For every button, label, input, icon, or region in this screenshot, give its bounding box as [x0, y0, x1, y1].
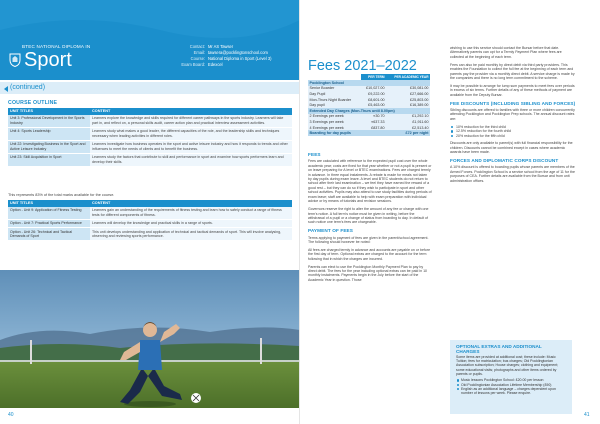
course-value: National Diploma in Sport (Level 3) [208, 56, 272, 61]
fee-term: £5,463.00 [361, 102, 386, 108]
list-item: 10% reduction for the third child [450, 125, 576, 129]
page-number-right: 41 [584, 412, 590, 418]
exam-board-value: Edexcel [208, 62, 223, 67]
col-header-content: CONTENT [90, 200, 292, 207]
fee-year: £16,389.00 [386, 102, 430, 108]
fee-term: ¤637.33 [361, 119, 386, 125]
payment-paragraph: It may be possible to arrange for lump sum payments to meet fees over periods in excess of six terms. Further details of any of these methods of payment are available from the Deputy Bursar. [450, 83, 575, 97]
list-item: Music lessons Pocklington School: £20.00 per lesson [456, 378, 566, 382]
fee-label: Day Pupil [308, 91, 361, 97]
unit-content: Learners study what makes a good leader, the different capacities of the role, and the leadership skills and techniques necessary when leading activities in different roles. [90, 127, 292, 140]
fees-table [308, 74, 430, 136]
fee-label: Day pupil [308, 102, 361, 108]
fees-column [308, 150, 432, 286]
course-label: Course: [190, 56, 205, 61]
fee-term: £8,601.00 [361, 97, 386, 103]
fee-label: 2 Evenings per week [308, 114, 361, 120]
table-row [308, 97, 430, 103]
course-outline-heading: COURSE OUTLINE [8, 100, 58, 106]
fee-year: £72 per night [386, 130, 430, 136]
unit-content: This unit develops understanding and application of technical and tactical demands of sport. This will involve analysing, observing and reviewing sports performance. [90, 228, 292, 241]
col-header-unit-titles: UNIT TITLES [8, 108, 90, 115]
table-row [8, 228, 292, 241]
hero-title: Sport [24, 49, 72, 71]
optional-heading: OPTIONAL EXTRAS AND ADDITIONAL CHARGES [456, 344, 542, 355]
unit-title: Option - Unit 9: Application of Fitness Testing [8, 207, 90, 220]
email-value[interactable]: tawsera@pocklingtonschool.com [208, 50, 268, 55]
fee-year: £27,666.00 [386, 91, 430, 97]
table-row [8, 115, 292, 128]
triangle-left-icon [4, 86, 8, 92]
table-row [8, 127, 292, 140]
athlete-illustration [0, 270, 300, 408]
payment-paragraph: All fees are charged termly in advance and accounts are payable on or before the first day of term. Optional extras are charged to the account for the term following that in which the charges are incurred. [308, 247, 431, 261]
unit-title: Unit 4: Sports Leadership [8, 127, 90, 140]
table-row [8, 153, 292, 166]
school-crest-icon [8, 53, 22, 67]
col-header-per-term: PER TERM [361, 74, 386, 80]
fees-heading: FEES [308, 152, 321, 157]
unit-title: Unit 23: Skill Acquisition in Sport [8, 153, 90, 166]
fee-term: ¤30.70 [361, 114, 386, 120]
unit-content: Learners explore the knowledge and skills required for different career pathways in the sports industry. Learners will take part in, and reflect on, a personal skills audit, career action plan and practical interview assessment activities. [90, 115, 292, 128]
fee-term: £9,222.00 [361, 91, 386, 97]
fee-label: 3 Evenings per week [308, 119, 361, 125]
contact-value: Mr AS Tawser [208, 44, 234, 49]
page-number-left: 40 [8, 412, 14, 418]
fees-group-row [308, 130, 430, 136]
fee-term [361, 130, 386, 136]
payment-paragraph: Terms applying to payment of fees are given in the parent/school agreement. The following should however be noted: [308, 235, 429, 244]
discounts-heading: FEE DISCOUNTS (INCLUDING SIBLING AND FORCES) [450, 100, 576, 106]
fee-year: £1,292.10 [386, 114, 430, 120]
unit-content: Learners study the factors that contribute to skill and performance in sport and examine how sports performers learn and develop their skills. [90, 153, 292, 166]
forces-paragraph: A 10% discount is offered to boarding pupils whose parents are members of the Armed Forces. Pocklington School is a service school from the age of 11 for the purposes of CEA. Further details are available from the Bursar and from unit administration offices. [450, 165, 575, 183]
fee-term: £837.80 [361, 125, 386, 131]
forces-heading: FORCES AND DIPLOMATIC CORPS DISCOUNT [450, 158, 559, 164]
fee-year: £2,513.40 [386, 125, 430, 131]
fees-paragraph: Fees are calculated with reference to the expected pupil cost over the whole academic year; costs are fixed for that year whether or not a pupil is present or on leave preparing for A level or BTEC examinations. Fees are charged termly in advance. In three equal instalments. A rebate is made for meals not taken by day pupils during exam leave. A level and BTEC students do not return to school after their last examination – we feel they have earned the reward of a good rest – but they can do so if they wish to participate in sport and other school activities. Pupils may also attend to use study facilities during periods of exam leave; staff are available to help with exam preparation with individual advice or by means of tutorials and revision sessions. [308, 159, 432, 204]
payment-paragraph: Fees can also be paid monthly by direct debit via third party providers. This enables the Foundation to collect the full fee at the beginning of each term and parents pay the provider via a monthly direct debit. A service charge is made by the companies and there is no long term commitment to the scheme. [450, 62, 575, 81]
unit-content: Learners investigate how business operates in the sport and active leisure industry and how it responds to trends and other influences to meet the needs of clients and to benefit the business. [90, 140, 292, 153]
fee-year: £30,081.00 [386, 86, 430, 92]
unit-title: Option - Unit 26: Technical and Tactical Demands of Sport [8, 228, 90, 241]
payment-paragraph: Parents can elect to use the Pocklington Monthly Payment Plan to pay by direct debit. The fees for the year including optional extras can be paid in 10 monthly instalments. Payments begin in the July before the start of the Academic Year in question. Those [308, 264, 428, 282]
page-title: Fees 2021–2022 [308, 58, 417, 74]
unit-title: Option - Unit 7: Practical Sports Performance [8, 219, 90, 228]
options-table [8, 200, 292, 241]
fee-label: Senior Boarder [308, 86, 361, 92]
fee-year: £25,803.00 [386, 97, 430, 103]
fee-term: £10,027.00 [361, 86, 386, 92]
fees-group-label: Pocklington School [308, 80, 430, 86]
col-header-content: CONTENT [90, 108, 292, 115]
fees-paragraph: Governors reserve the right to alter the amount of any fee or charge with one term's notice. A full term's notice must be given in writing, before the withdrawal of a pupil or a change of status from boarding to day. In default of such notice one term's fees are chargeable. [308, 207, 429, 225]
fee-year: £1,911.60 [386, 119, 430, 125]
unit-content: Learners gain an understanding of the requirements of fitness testing and learn how to safely conduct a range of fitness tests for different components of fitness. [90, 207, 292, 220]
hero-eyebrow: BTEC NATIONAL DIPLOMA IN [22, 44, 91, 49]
hero-banner [0, 0, 300, 80]
table-row [308, 86, 430, 92]
fee-label: Mon-Thurs Night Boarder [308, 97, 361, 103]
payment-paragraph: wishing to use this service should contact the Bursar before that date. Alternatively parents can opt for a Termly Payment Plan where fees are collected at the beginning of each term. [450, 46, 562, 59]
table-row [8, 207, 292, 220]
discounts-paragraph: Discounts are only available to parent(s) with full financial responsibility for the children. Discounts cannot be combined except in cases where academic awards have been made. [450, 141, 573, 155]
fee-label: Boarding for day pupils [308, 130, 361, 136]
table-row [8, 140, 292, 153]
list-item: Old Pocklingtonian Association Lifetime Membership (£90) [456, 383, 566, 387]
unit-title: Unit 3: Professional Development in the Sports Industry [8, 115, 90, 128]
col-header-per-year: PER ACADEMIC YEAR [386, 74, 430, 80]
fees-group-label: Extended Day Charges (Mon-Thurs until 8.00pm) [308, 108, 430, 114]
list-item: English as an additional language – charges dependent upon number of lessons per week. Please enquire. [456, 387, 566, 396]
optional-paragraph: Some items are provided at additional cost; these include: Music Tuition; fees for matriculation; bus charges; Old Pocklingtonian Association subscription; House charges; clothing and equipment; some educational visits; photographs and other items ordered by parents or pupils. [456, 354, 559, 376]
marks-note: This represents 83% of the total marks available for the course. [8, 193, 115, 197]
optional-list [456, 378, 566, 395]
contact-block [176, 44, 271, 68]
units-table [8, 108, 292, 167]
right-page [300, 0, 600, 424]
continued-label: (continued) [10, 84, 46, 91]
discounts-column [450, 46, 576, 187]
fee-label: 4 Evenings per week [308, 125, 361, 131]
email-label: Email: [193, 50, 205, 55]
discounts-list [450, 125, 576, 138]
exam-board-label: Exam Board: [181, 62, 205, 67]
table-row [8, 219, 292, 228]
unit-title: Unit 22: Investigating Business in the Sport and Active Leisure Industry [8, 140, 90, 153]
list-item: 20% reduction for the fifth child [450, 134, 576, 138]
optional-extras-box [450, 340, 572, 414]
payment-heading: PAYMENT OF FEES [308, 228, 353, 234]
contact-label: Contact: [189, 44, 205, 49]
discounts-paragraph: Sibling discounts are offered to families with three or more children concurrently attending Pocklington and Pocklington Prep schools. The annual discount rates are: [450, 107, 575, 121]
list-item: 12.5% reduction for the fourth child [450, 129, 576, 133]
unit-content: Learners will develop the knowledge and practical skills in a range of sports. [90, 219, 292, 228]
sports-photo [0, 270, 300, 408]
col-header-unit-titles: UNIT TITLES [8, 200, 90, 207]
